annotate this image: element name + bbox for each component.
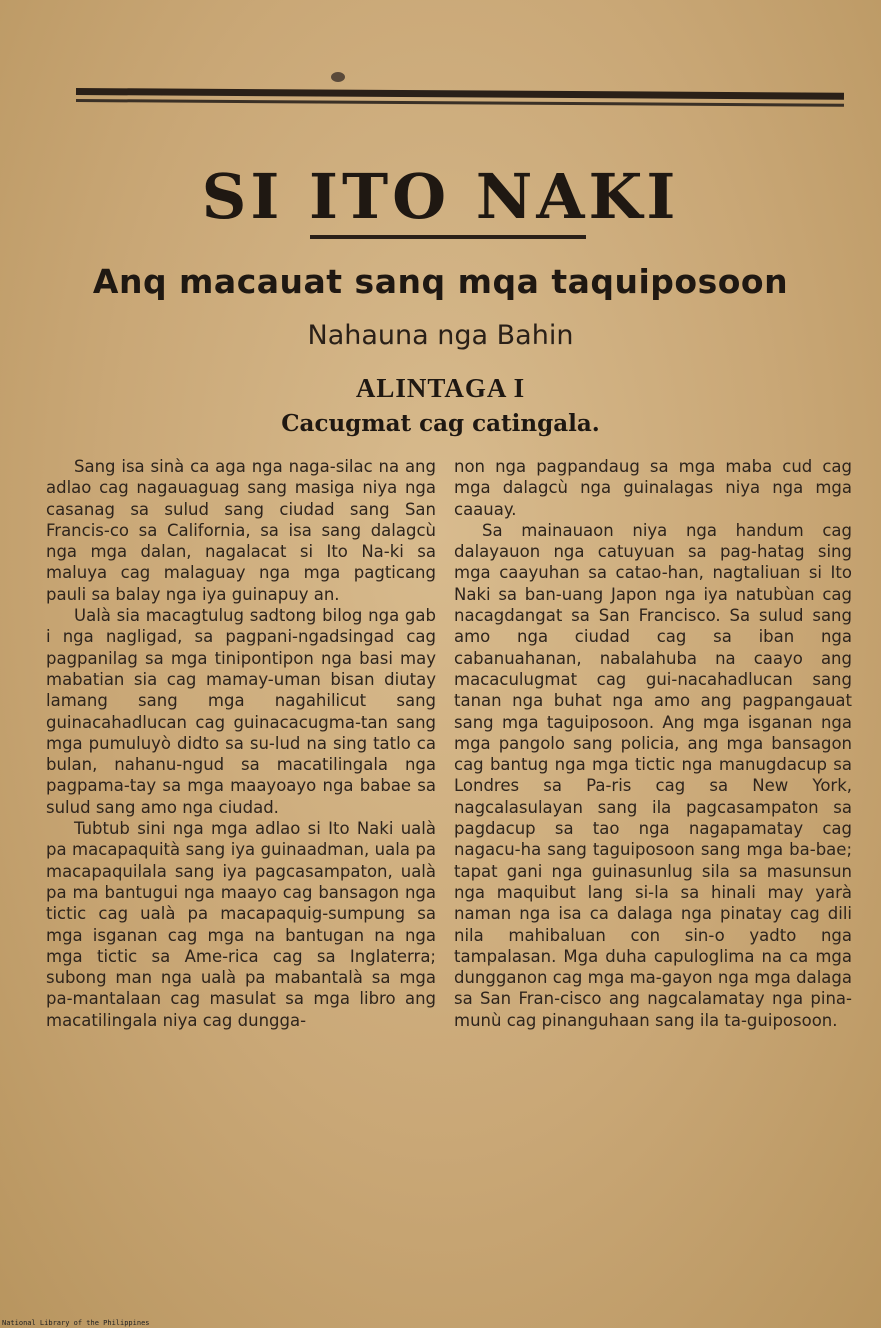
right-column [454, 456, 852, 1031]
chapter-heading: ALINTAGA I [355, 373, 526, 403]
paragraph: Sang isa sinà ca aga nga naga-silac na ang adlao cag nagauaguag sang masiga niya nga casanag sa sulud sang ciudad sang San Francis-co sa California, sa isa sang dalagcù nga mga dalan, nagalacat si Ito Na-ki sa maluya cag malaguay nga mga pagticang pauli sa balay nga iya guinapuy an. [46, 457, 436, 604]
ornament-dot [331, 72, 345, 82]
left-column [46, 456, 436, 1031]
library-credit: National Library of the Philippines [2, 1319, 150, 1327]
paragraph: non nga pagpandaug sa mga maba cud cag mga dalagcù nga guinalagas niya nga mga caauay. [454, 457, 852, 519]
title-underline [310, 235, 586, 239]
paragraph: Sa mainauaon niya nga handum cag dalayauon nga catuyuan sa pag-hatag sing mga caayuhan sa catao-han, nagtaliuan si Ito Naki sa ban-uang Japon nga iya natubùan cag nacagdangat sa San Francisco. Sa sulud sang amo nga ciudad cag sa iban nga cabanuahanan, nabalahuba na caayo ang macaculugmat cag gui-nacahadlucan sang tanan nga buhat nga amo ang pagpangauat sang mga taguiposoon. Ang mga isganan nga mga pangolo sang policia, ang mga bansagon cag bantug nga mga tictic nga manugdacup sa Londres sa Pa-ris cag sa New York, nagcalasulayan sang ila pagcasampaton sa pagdacup sa tao nga nagapamatay cag nagacu-ha sang taguiposoon sang mga ba-bae; tapat gani nga guinasunlug sila sa masunsun nga maquibut lang si-la sa hinali may yarà naman nga isa ca dalaga nga pinatay cag dili nila mahibaluan con sin-o yadto nga tampalasan. Mga duha capuloglima na ca mga dungganon cag mga ma-gayon nga mga dalaga sa San Fran-cisco ang nagcalamatay nga pina-munù cag pinanguhaan sang ila ta-guiposoon. [454, 520, 852, 1030]
header-rule [76, 88, 844, 100]
story-subtitle: Anq macauat sanq mqa taquiposoon [92, 262, 789, 301]
paragraph: Ualà sia macagtulug sadtong bilog nga gab i nga nagligad, sa pagpani-ngadsingad cag pagpanilag sa mga tinipontipon nga basi may mabatian sia cag mamay-uman bisan diutay lamang sang mga nagahilicut sang guinacahadlucan cag guinacacugma-tan sang mga pumuluyò didto sa su-lud na sing tatlo ca bulan, nahanu-ngud sa macatilingala nga pagpama-tay sa mga maayoayo nga babae sa sulud sang amo nga ciudad. [46, 606, 436, 817]
part-heading: Nahauna nga Bahin [307, 320, 574, 351]
story-title: SI ITO NAKI [201, 160, 680, 233]
header-rule-thin [76, 99, 844, 107]
paragraph: Tubtub sini nga mga adlao si Ito Naki ualà pa macapaquità sang iya guinaadman, uala pa macapaquilala sang iya pagcasampaton, ualà pa ma bantugui nga maayo cag bansagon nga tictic cag ualà pa macapaquig-sumpung sa mga isganan cag mga na bantugan na nga mga tictic sa Ame-rica cag sa Inglaterra; subong man nga ualà pa mabantalà sa mga pa-mantalaan cag masulat sa mga libro ang macatilingala niya cag dungga- [46, 819, 436, 1030]
chapter-subtitle: Cacugmat cag catingala. [281, 410, 600, 437]
